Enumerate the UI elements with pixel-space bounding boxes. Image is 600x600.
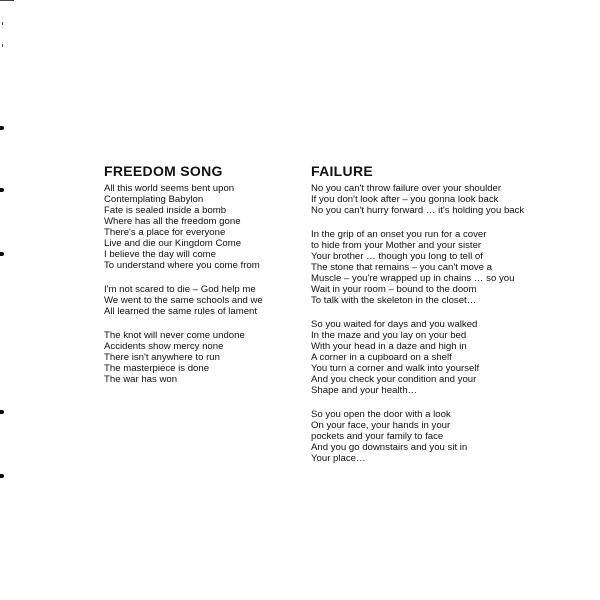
lyric-line: The war has won (104, 374, 178, 385)
lyric-line: There's a place for everyone (104, 227, 226, 238)
stanza (311, 409, 551, 464)
song-title: FREEDOM SONG (104, 163, 223, 179)
lyric-line: No you can't throw failure over your shoulder (311, 183, 502, 194)
lyric-line: Your brother … though you long to tell of (311, 251, 483, 262)
lyric-line: No you can't hurry forward … it's holding you back (311, 205, 525, 216)
lyric-line: I'm not scared to die – God help me (104, 284, 256, 295)
stanza (104, 284, 289, 317)
lyric-line: I believe the day will come (104, 249, 216, 260)
lyric-line: pockets and your family to face (311, 431, 444, 442)
lyric-line: You turn a corner and walk into yourself (311, 363, 480, 374)
top-edge-rule (0, 0, 14, 1)
lyric-line: Shape and your health… (311, 385, 418, 396)
binding-hole-mark (0, 410, 4, 414)
lyric-line: Your place… (311, 453, 366, 464)
lyric-line: The masterpiece is done (104, 363, 210, 374)
lyric-line: Accidents show mercy none (104, 341, 224, 352)
lyric-line: Live and die our Kingdom Come (104, 238, 242, 249)
edge-tick (2, 44, 3, 47)
stanza (104, 330, 289, 385)
lyric-line: If you don't look after – you gonna look back (311, 194, 499, 205)
lyric-line: In the maze and you lay on your bed (311, 330, 467, 341)
lyric-line: And you go downstairs and you sit in (311, 442, 468, 453)
lyric-line: There isn't anywhere to run (104, 352, 220, 363)
lyric-line: A corner in a cupboard on a shelf (311, 352, 452, 363)
lyric-line: And you check your condition and your (311, 374, 477, 385)
song-title: FAILURE (311, 163, 373, 179)
binding-hole-mark (0, 252, 4, 256)
stanza (311, 229, 551, 306)
stanza (104, 183, 289, 271)
lyric-line: to hide from your Mother and your sister (311, 240, 482, 251)
lyric-line: To talk with the skeleton in the closet… (311, 295, 477, 306)
lyric-line: With your head in a daze and high in (311, 341, 467, 352)
binding-hole-mark (0, 188, 4, 192)
lyric-line: The stone that remains – you can't move a (311, 262, 493, 273)
lyric-line: Contemplating Babylon (104, 194, 204, 205)
lyric-line: The knot will never come undone (104, 330, 245, 341)
binding-hole-mark (0, 474, 4, 478)
lyric-line: Where has all the freedom gone (104, 216, 241, 227)
lyric-line: All learned the same rules of lament (104, 306, 258, 317)
lyric-line: On your face, your hands in your (311, 420, 451, 431)
stanza (311, 183, 551, 216)
song-freedom-song (104, 162, 289, 398)
lyric-line: In the grip of an onset you run for a cover (311, 229, 487, 240)
edge-tick (2, 22, 3, 25)
lyric-line: Fate is sealed inside a bomb (104, 205, 227, 216)
lyric-line: So you open the door with a look (311, 409, 451, 420)
song-failure (311, 162, 551, 477)
lyric-line: We went to the same schools and we (104, 295, 263, 306)
lyric-line: To understand where you come from (104, 260, 260, 271)
stanza (311, 319, 551, 396)
binding-hole-mark (0, 126, 4, 130)
lyric-line: So you waited for days and you walked (311, 319, 478, 330)
lyric-line: All this world seems bent upon (104, 183, 235, 194)
lyric-line: Wait in your room – bound to the doom (311, 284, 477, 295)
lyric-line: Muscle – you're wrapped up in chains … so you (311, 273, 515, 284)
